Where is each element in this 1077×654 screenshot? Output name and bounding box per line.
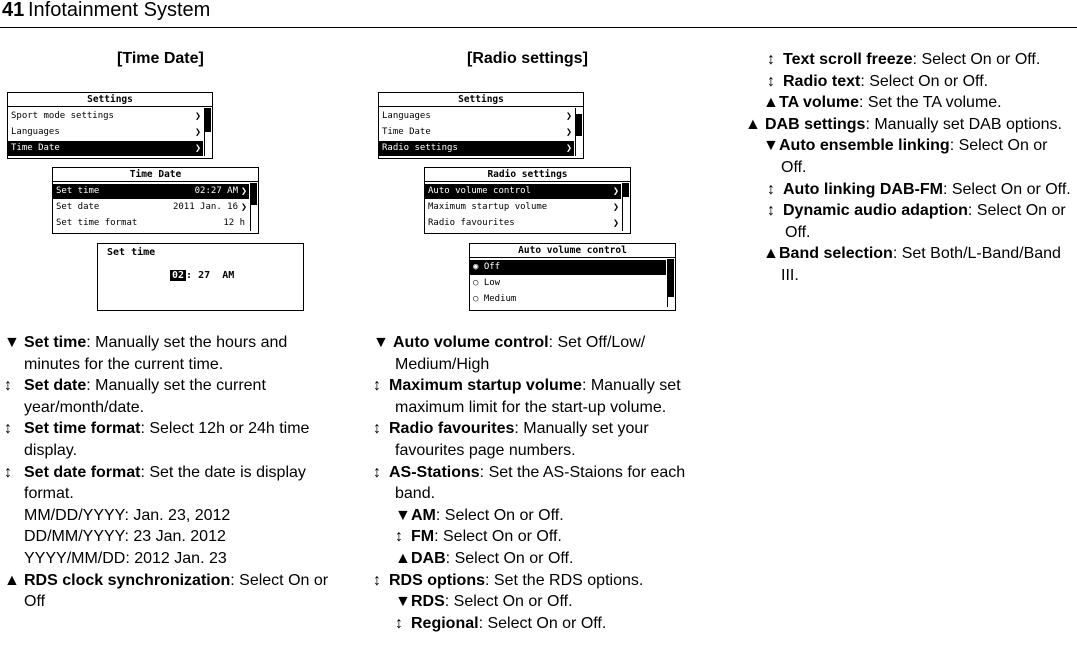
menu-item-label: Radio favourites — [428, 218, 515, 228]
arrow-down-icon: ▼ — [395, 506, 411, 524]
menu-item-label: Time Date — [382, 127, 431, 137]
date-format-example: YYYY/MM/DD: 2012 Jan. 23 — [24, 549, 227, 567]
menu-item-set-time[interactable] — [53, 184, 249, 199]
radio-selected-icon: ◉ — [473, 262, 479, 272]
item-dab — [373, 548, 709, 570]
time-date-screen — [52, 167, 259, 234]
arrow-updown-icon: ↕ — [373, 420, 381, 438]
description: : Set the date is display format. — [24, 463, 306, 503]
item-rds-clock-sync — [4, 570, 340, 613]
screen-title: Settings — [8, 93, 212, 107]
radio-option-low[interactable] — [470, 276, 666, 291]
menu-item-languages[interactable] — [379, 109, 574, 124]
arrow-down-icon: ▼ — [373, 334, 389, 351]
arrow-updown-icon: ↕ — [373, 377, 381, 395]
description: : Select On or Off. — [912, 51, 1041, 68]
description: : Manually set your favourites page numbers. — [395, 420, 649, 459]
item-am — [373, 505, 709, 527]
menu-item-label: Set time — [56, 186, 100, 196]
term: Set date format — [24, 463, 141, 481]
chevron-right-icon: ❯ — [612, 186, 619, 197]
term: Set time format — [24, 420, 141, 438]
item-regional — [373, 613, 709, 635]
description: : Set the AS-Staions for each band. — [395, 463, 686, 503]
scrollbar[interactable] — [250, 183, 257, 231]
arrow-up-icon: ▲ — [763, 94, 779, 112]
section-heading-radio-settings: [Radio settings] — [467, 50, 588, 67]
description: : Select On or Off. — [444, 593, 573, 611]
menu-item-value: 12 h — [223, 218, 245, 228]
description: : Select On or Off. — [860, 72, 989, 90]
item-fm — [373, 526, 709, 548]
option-label: Low — [483, 278, 501, 288]
item-auto-ensemble-linking — [745, 135, 1075, 178]
chevron-right-icon: ❯ — [194, 127, 201, 138]
menu-item-set-date[interactable] — [53, 200, 249, 215]
description: : Set the RDS options. — [485, 571, 644, 589]
item-dab-settings — [745, 114, 1075, 136]
radio-settings-descriptions-continued — [745, 49, 1075, 287]
item-rds-options — [373, 570, 709, 592]
item-set-time-format — [4, 418, 340, 461]
term: FM — [411, 528, 435, 546]
description: : Select On or Off. — [942, 180, 1071, 198]
arrow-updown-icon: ↕ — [373, 571, 381, 589]
term: DAB — [411, 549, 446, 567]
page-title: Infotainment System — [28, 0, 211, 21]
item-set-time — [4, 332, 340, 375]
chevron-right-icon: ❯ — [565, 143, 572, 154]
term: Set date — [24, 377, 87, 395]
hour-field[interactable]: 02 — [172, 270, 185, 281]
page-header — [0, 0, 1077, 28]
menu-item-radio-settings[interactable] — [379, 141, 574, 156]
section-heading-time-date: [Time Date] — [117, 50, 204, 67]
menu-item-label: Radio settings — [382, 143, 458, 153]
arrow-updown-icon: ↕ — [4, 377, 12, 395]
description: : Select On or Off. — [435, 506, 564, 524]
arrow-updown-icon: ↕ — [767, 51, 775, 68]
menu-item-label: Languages — [382, 111, 431, 121]
description: : Set Off/Low/ Medium/High — [395, 334, 646, 373]
item-max-startup-volume — [373, 375, 709, 418]
screen-title: Set time — [107, 247, 156, 258]
item-radio-text — [745, 71, 1075, 93]
term: Maximum startup volume — [389, 377, 582, 395]
term: Radio favourites — [389, 420, 515, 438]
screen-title: Time Date — [53, 168, 258, 182]
arrow-up-icon: ▲ — [4, 571, 20, 589]
description: : Select 12h or 24h time display. — [24, 420, 310, 459]
arrow-updown-icon: ↕ — [373, 463, 381, 481]
menu-item-languages[interactable] — [8, 125, 203, 140]
menu-item-auto-volume-control[interactable] — [425, 184, 621, 199]
arrow-updown-icon: ↕ — [395, 614, 403, 632]
menu-item-value: 2011 Jan. 16 — [172, 202, 238, 212]
description: : Select On or Off — [24, 571, 329, 611]
option-label: Off — [483, 262, 501, 272]
term: AM — [411, 506, 436, 524]
menu-item-time-date[interactable] — [379, 125, 574, 140]
term: RDS — [411, 593, 445, 611]
menu-item-label: Sport mode settings — [11, 111, 114, 121]
menu-item-label: Maximum startup volume — [428, 202, 548, 212]
arrow-down-icon: ▼ — [4, 334, 20, 351]
chevron-right-icon: ❯ — [240, 202, 247, 213]
menu-item-time-date[interactable] — [8, 141, 203, 156]
term: Auto linking DAB-FM — [783, 180, 943, 198]
term: Dynamic audio adaption — [783, 202, 968, 220]
radio-settings-screen — [424, 167, 631, 234]
item-ta-volume — [745, 92, 1075, 114]
description: : Manually set maximum limit for the start-up volume. — [395, 377, 681, 416]
item-as-stations — [373, 462, 709, 505]
term: Auto volume control — [393, 334, 549, 351]
term: TA volume — [779, 94, 860, 112]
radio-unselected-icon: ○ — [473, 294, 479, 304]
chevron-right-icon: ❯ — [612, 202, 619, 213]
item-auto-volume-control — [373, 332, 709, 375]
scrollbar[interactable] — [622, 183, 629, 231]
description: : Select On or Off. — [445, 549, 574, 567]
radio-unselected-icon: ○ — [473, 278, 479, 288]
term: Regional — [411, 614, 479, 632]
arrow-updown-icon: ↕ — [767, 202, 775, 220]
term: AS-Stations — [389, 463, 480, 481]
scrollbar[interactable] — [204, 108, 211, 156]
arrow-updown-icon: ↕ — [4, 463, 12, 481]
arrow-up-icon: ▲ — [745, 115, 761, 133]
time-separator: : — [186, 270, 193, 281]
ampm-field[interactable]: AM — [222, 270, 235, 281]
menu-item-value: 02:27 AM — [194, 186, 238, 196]
option-label: Medium — [483, 294, 517, 304]
arrow-updown-icon: ↕ — [4, 420, 12, 438]
item-radio-favourites — [373, 418, 709, 461]
menu-item-label: Set time format — [56, 218, 138, 228]
scrollbar[interactable] — [575, 108, 582, 156]
auto-volume-control-screen — [469, 243, 676, 311]
item-set-date-format — [4, 462, 340, 505]
item-set-date — [4, 375, 340, 418]
description: : Select On or Off. — [434, 528, 562, 546]
chevron-right-icon: ❯ — [240, 186, 247, 197]
menu-item-sport-mode[interactable] — [8, 109, 203, 124]
date-format-example: MM/DD/YYYY: Jan. 23, 2012 — [24, 506, 231, 524]
radio-settings-descriptions — [373, 332, 709, 634]
item-band-selection — [745, 243, 1075, 286]
set-time-screen — [97, 243, 304, 311]
arrow-down-icon: ▼ — [395, 593, 411, 611]
page-number: 41 — [2, 0, 25, 21]
arrow-updown-icon: ↕ — [767, 180, 775, 198]
description: : Set Both/L-Band/Band III. — [781, 245, 1061, 284]
term: DAB settings — [765, 115, 866, 133]
chevron-right-icon: ❯ — [612, 218, 619, 229]
chevron-right-icon: ❯ — [194, 111, 201, 122]
settings-screen — [378, 92, 584, 159]
chevron-right-icon: ❯ — [565, 111, 572, 122]
description: : Select On or Off. — [781, 137, 1048, 176]
menu-item-label: Time Date — [11, 143, 60, 153]
menu-item-label: Auto volume control — [428, 186, 531, 196]
screen-title: Settings — [379, 93, 583, 107]
scrollbar[interactable] — [667, 259, 674, 307]
arrow-updown-icon: ↕ — [395, 528, 403, 546]
menu-item-radio-favourites[interactable] — [425, 216, 621, 231]
description: : Select On or Off. — [785, 202, 1066, 241]
settings-screen — [7, 92, 213, 159]
screen-title: Radio settings — [425, 168, 630, 182]
term: RDS options — [389, 571, 485, 589]
term: RDS clock synchronization — [24, 571, 231, 589]
item-text-scroll-freeze — [745, 49, 1075, 71]
chevron-right-icon: ❯ — [565, 127, 572, 138]
menu-item-set-time-format[interactable] — [53, 216, 249, 231]
menu-item-label: Set date — [56, 202, 100, 212]
description: : Select On or Off. — [478, 614, 607, 632]
term: Auto ensemble linking — [779, 137, 950, 155]
description: : Set the TA volume. — [859, 94, 1002, 112]
term: Set time — [24, 334, 87, 351]
minute-field[interactable]: 27 — [198, 270, 211, 281]
item-dynamic-audio-adaption — [745, 200, 1075, 243]
chevron-right-icon: ❯ — [194, 143, 201, 154]
item-auto-linking-dab-fm — [745, 179, 1075, 201]
term: Text scroll freeze — [783, 51, 913, 68]
date-format-example: DD/MM/YYYY: 23 Jan. 2012 — [24, 528, 226, 546]
description: : Manually set DAB options. — [865, 115, 1062, 133]
arrow-down-icon: ▼ — [763, 137, 779, 155]
time-date-descriptions — [4, 332, 340, 613]
menu-item-label: Languages — [11, 127, 60, 137]
term: Radio text — [783, 72, 861, 90]
radio-option-medium[interactable] — [470, 292, 666, 307]
menu-item-max-startup-volume[interactable] — [425, 200, 621, 215]
arrow-up-icon: ▲ — [395, 549, 411, 567]
description: : Manually set the current year/month/date. — [24, 377, 266, 416]
item-rds — [373, 591, 709, 613]
arrow-up-icon: ▲ — [763, 245, 779, 263]
radio-option-off[interactable] — [470, 260, 666, 275]
time-editor — [170, 270, 234, 281]
screen-title: Auto volume control — [470, 244, 675, 258]
term: Band selection — [779, 245, 893, 263]
arrow-updown-icon: ↕ — [767, 72, 775, 90]
description: : Manually set the hours and minutes for the current time. — [24, 334, 288, 373]
